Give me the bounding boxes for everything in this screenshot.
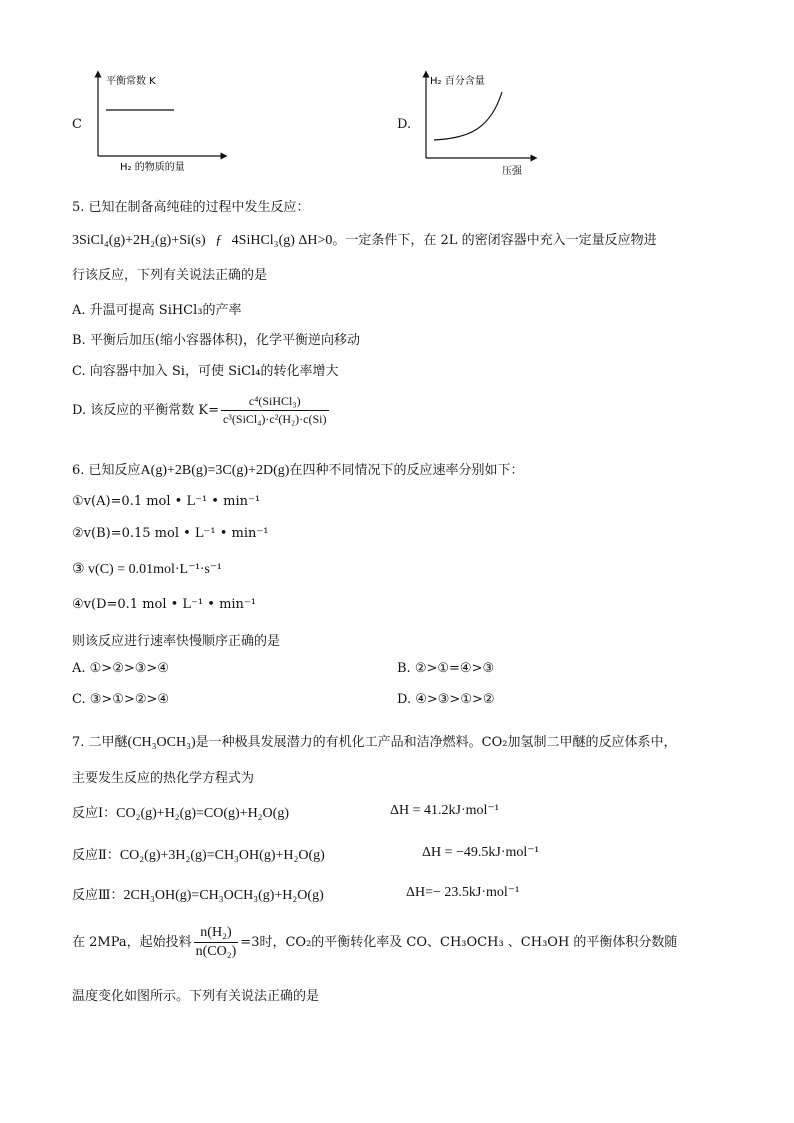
q7-reaction-1-dh: ΔH = 41.2kJ·mol⁻¹ — [390, 803, 499, 818]
q7-reaction-3-dh: ΔH=− 23.5kJ·mol⁻¹ — [406, 885, 520, 900]
equilibrium-constant-fraction: $\frac{\text{c⁴(SiHCl₃)}}{\text{c³(SiCl₄)·c²(H₂)·c(Si)}}$ — [222, 394, 327, 426]
q5-option-c: C. 向容器中加入 Si，可使 SiCl₄的转化率增大 — [72, 364, 339, 379]
q6-rate-2: ②v(B)=0.15 mol • L⁻¹ • min⁻¹ — [72, 526, 269, 541]
q7-reaction-3: 反应Ⅲ：2CH₃OH(g)=CH₃OCH₃(g)+H₂O(g) — [72, 888, 324, 903]
graph-d-xlabel: 压强 — [502, 166, 522, 177]
q7-stem-line2: 主要发生反应的热化学方程式为 — [72, 771, 255, 786]
q7-reaction-2-dh: ΔH = −49.5kJ·mol⁻¹ — [422, 845, 539, 860]
q7-condition: 在 2MPa，起始投料 $\frac{\text{n(H₂)}}{\text{n(CO₂)}}$ =3时，CO₂的平衡转化率及 CO、CH₃OCH₃ 、CH₃OH 的平衡体积分数随 — [72, 925, 678, 959]
q7-reaction-2: 反应Ⅱ：CO₂(g)+3H₂(g)=CH₃OH(g)+H₂O(g) — [72, 848, 325, 863]
q6-option-b: B. ②>①=④>③ — [397, 661, 495, 676]
graph-c — [90, 68, 230, 174]
graph-d — [418, 68, 538, 180]
equilibrium-symbol: ƒ — [215, 233, 223, 248]
q5-option-a: A. 升温可提高 SiHCl₃的产率 — [72, 303, 242, 318]
option-d-label: D. — [397, 117, 412, 132]
q5-option-d: D. 该反应的平衡常数 K= $\frac{\text{c⁴(SiHCl₃)}}{\text{c³(SiCl₄)·c²(H₂)·c(Si)}}$ — [72, 394, 327, 426]
q6-rate-4: ④v(D=0.1 mol • L⁻¹ • min⁻¹ — [72, 597, 257, 612]
graph-d-ylabel: H₂ 百分含量 — [430, 76, 485, 87]
q6-option-d: D. ④>③>①>② — [397, 692, 495, 707]
graph-c-xlabel: H₂ 的物质的量 — [120, 162, 185, 173]
q5-stem: 5. 已知在制备高纯硅的过程中发生反应： — [72, 200, 310, 215]
q6-rate-3: ③ v(C) = 0.01mol·L⁻¹·s⁻¹ — [72, 562, 222, 577]
q6-option-c: C. ③>①>②>④ — [72, 692, 170, 707]
q5-option-b: B. 平衡后加压(缩小容器体积)，化学平衡逆向移动 — [72, 333, 360, 348]
q6-rate-1: ①v(A)=0.1 mol • L⁻¹ • min⁻¹ — [72, 494, 261, 509]
q7-reaction-1: 反应Ⅰ：CO₂(g)+H₂(g)=CO(g)+H₂O(g) — [72, 806, 289, 821]
q5-equation: 3SiCl₄(g)+2H₂(g)+Si(s) ƒ 4SiHCl₃(g) ΔH>0。一定条件下，在 2L 的密闭容器中充入一定量反应物进 — [72, 233, 657, 248]
q5-stem-line2: 行该反应，下列有关说法正确的是 — [72, 268, 268, 283]
option-c-label: C — [72, 117, 82, 132]
graph-c-ylabel: 平衡常数 K — [106, 76, 156, 87]
q6-stem: 6. 已知反应A(g)+2B(g)=3C(g)+2D(g)在四种不同情况下的反应速率分别如下： — [72, 463, 524, 478]
q7-ask: 温度变化如图所示。下列有关说法正确的是 — [72, 989, 320, 1004]
feed-ratio-fraction: $\frac{\text{n(H₂)}}{\text{n(CO₂)}}$ — [195, 925, 237, 959]
q6-ask: 则该反应进行速率快慢顺序正确的是 — [72, 634, 281, 649]
q6-option-a: A. ①>②>③>④ — [72, 661, 169, 676]
q7-stem: 7. 二甲醚(CH₃OCH₃)是一种极具发展潜力的有机化工产品和洁净燃料。CO₂加氢制二甲醚的反应体系中， — [72, 735, 677, 750]
